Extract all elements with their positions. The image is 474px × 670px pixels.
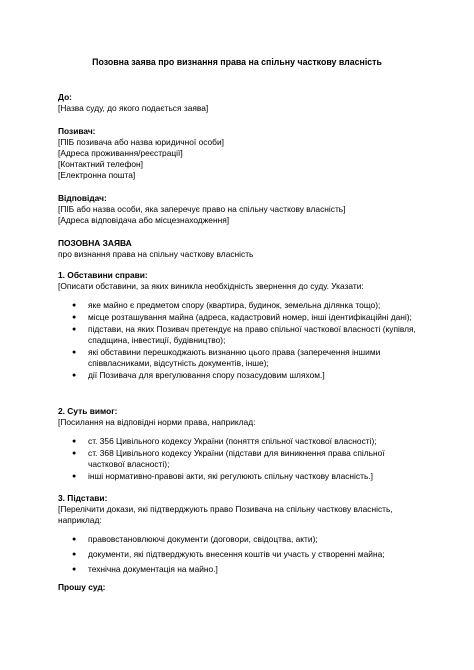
circumstances-list: [58, 300, 420, 381]
document-title: Позовна заява про визнання права на спільну часткову власність: [92, 57, 382, 67]
list-item: ● які обставини перешкоджають визнанню цього права (заперечення іншими співвласниками, відсутність документів, інше);: [72, 347, 381, 368]
court-name-line: [Назва суду, до якого подається заява]: [58, 103, 209, 113]
plaintiff-heading: Позивач:: [58, 126, 96, 136]
circumstances-intro: [Описати обставини, за яких виникла необхідність звернення до суду. Указати:: [58, 281, 364, 291]
grounds-section: [58, 493, 420, 575]
bullet-icon: ●: [72, 551, 77, 558]
bullet-icon: ●: [72, 372, 77, 379]
defendant-heading: Відповідач:: [58, 193, 107, 203]
bullet-icon: ●: [72, 349, 77, 356]
plaintiff-name-line: [ПІБ позивача або назва юридичної особи]: [58, 137, 224, 147]
plaintiff-email-line: [Електронна пошта]: [58, 170, 136, 180]
claim-heading: ПОЗОВНА ЗАЯВА: [58, 238, 132, 248]
list-item: ● ст. 368 Цивільного кодексу України (підстави для виникнення права спільної часткової власності);: [72, 448, 385, 469]
list-item: ● технічна документація на майно.]: [72, 564, 218, 574]
to-section: [58, 92, 420, 114]
list-item: ● документи, які підтверджують внесення коштів чи участь у створенні майна;: [72, 549, 385, 559]
list-item: ● ст. 356 Цивільного кодексу України (поняття спільної часткової власності);: [72, 436, 377, 446]
requirements-list: [58, 436, 420, 482]
defendant-name-line: [ПІБ або назва особи, яка заперечує право на спільну часткову власність]: [58, 204, 346, 214]
list-item: ● дії Позивача для врегулювання спору позасудовим шляхом.]: [72, 370, 325, 380]
bullet-icon: ●: [72, 326, 77, 333]
requirements-heading: 2. Суть вимог:: [58, 406, 118, 416]
bullet-icon: ●: [72, 566, 77, 573]
grounds-heading: 3. Підстави:: [58, 493, 108, 503]
list-item: ● правовстановлюючі документи (договори, свідоцтва, акти);: [72, 534, 318, 544]
defendant-section: [58, 193, 420, 226]
grounds-list: [58, 534, 420, 575]
claim-subheading: про визнання права на спільну часткову власність: [58, 249, 254, 259]
plaintiff-address-line: [Адреса проживання/реєстрації]: [58, 148, 183, 158]
request-heading: Прошу суд:: [58, 582, 106, 592]
bullet-icon: ●: [72, 450, 77, 457]
bullet-icon: ●: [72, 438, 77, 445]
to-heading: До:: [58, 92, 72, 102]
circumstances-section: [58, 270, 420, 381]
bullet-icon: ●: [72, 473, 77, 480]
bullet-icon: ●: [72, 314, 77, 321]
defendant-address-line: [Адреса відповідача або місцезнаходження]: [58, 215, 230, 225]
requirements-intro: [Посилання на відповідні норми права, наприклад:: [58, 417, 256, 427]
list-item: ● інші нормативно-правові акти, які регулюють спільну часткову власність.]: [72, 471, 373, 481]
plaintiff-section: [58, 126, 420, 181]
requirements-section: [58, 406, 420, 482]
plaintiff-phone-line: [Контактний телефон]: [58, 159, 143, 169]
grounds-intro: [Перелічити докази, які підтверджують право Позивача на спільну часткову власність, наприклад:: [58, 504, 393, 525]
bullet-icon: ●: [72, 302, 77, 309]
circumstances-heading: 1. Обставини справи:: [58, 270, 148, 280]
list-item: ● яке майно є предметом спору (квартира, будинок, земельна ділянка тощо);: [72, 300, 381, 310]
list-item: ● місце розташування майна (адреса, кадастровий номер, інші ідентифікаційні дані);: [72, 312, 412, 322]
claim-section: [58, 238, 420, 260]
list-item: ● підстави, на яких Позивач претендує на право спільної часткової власності (купівля, спадщина, інвестиції, будівництво);: [72, 324, 416, 345]
request-section: [58, 582, 420, 593]
bullet-icon: ●: [72, 536, 77, 543]
